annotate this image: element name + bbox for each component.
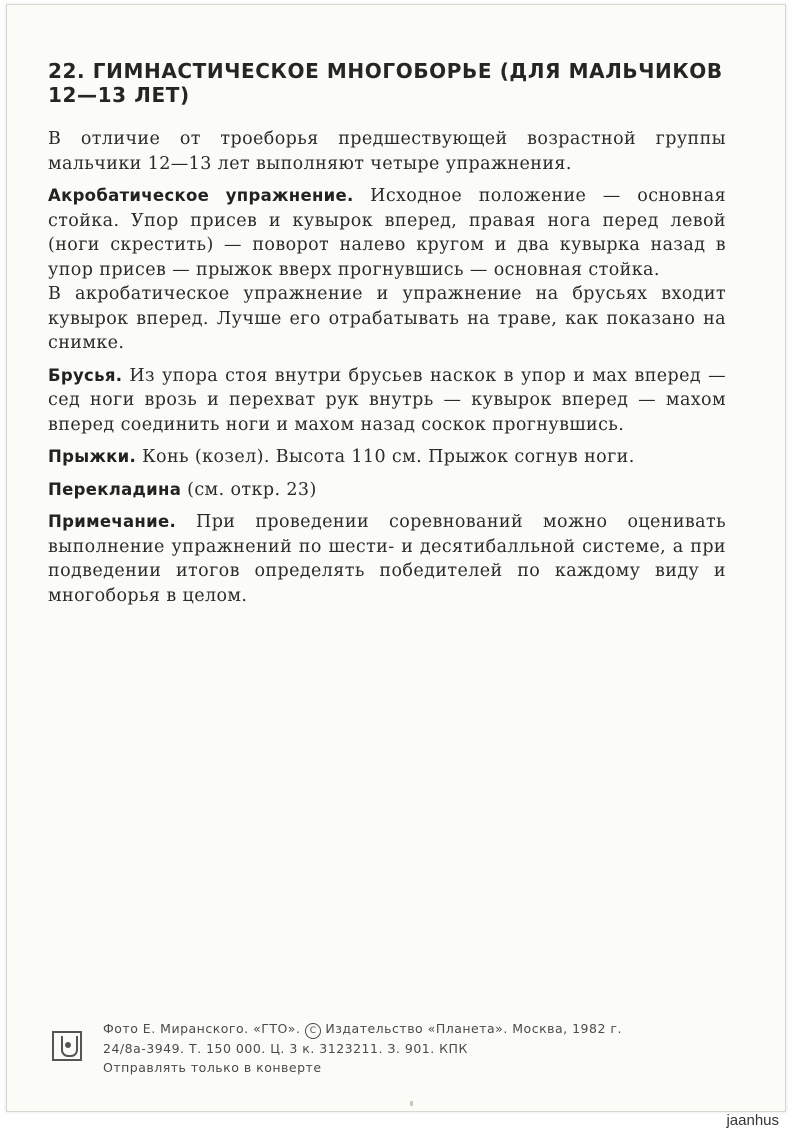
page-title <box>48 59 738 107</box>
acrobatics-text: Исходное положение — основная стойка. Упор присев и кувырок вперед, правая нога перед левой (ноги скрестить) — поворот налево кругом и два кувырка назад в упор присев — прыжок вверх прогнувшись — основная стойка. <box>48 186 727 280</box>
copyright-icon: C <box>305 1023 321 1039</box>
acrobatics-paragraph <box>48 184 726 282</box>
photo-credit: Фото Е. Миранского. «ГТО». <box>103 1021 301 1036</box>
high-bar-text: (см. откр. 23) <box>187 479 317 500</box>
imprint-lines <box>103 1019 622 1077</box>
publisher-info: Издательство «Планета». Москва, 1982 г. <box>325 1021 622 1036</box>
note-term: Примечание. <box>48 512 177 531</box>
site-watermark: jaanhus <box>726 1112 779 1129</box>
bars-term: Брусья. <box>48 365 123 385</box>
acrobatics-note-text: В акробатическое упражнение и упражнение на брусьях входит кувырок вперед. Лучше его отрабатывать на траве, как показано на снимке. <box>48 284 726 353</box>
jumps-text: Конь (козел). Высота 110 см. Прыжок согнув ноги. <box>142 447 635 467</box>
high-bar-term: Перекладина <box>48 479 182 499</box>
intro-paragraph <box>48 127 726 176</box>
publisher-footer <box>52 1013 752 1083</box>
jumps-term: Прыжки. <box>48 447 137 466</box>
bars-paragraph <box>48 364 726 438</box>
publisher-logo-icon <box>52 1031 82 1061</box>
title-line-1: 22. ГИМНАСТИЧЕСКОЕ МНОГОБОРЬЕ (ДЛЯ МАЛЬЧИКОВ <box>48 59 723 83</box>
acrobatics-note-paragraph <box>48 282 726 356</box>
high-bar-paragraph <box>48 478 726 503</box>
note-paragraph <box>48 510 726 608</box>
postcard-back <box>6 4 786 1112</box>
article-body <box>48 127 726 616</box>
acrobatics-term: Акробатическое упражнение. <box>48 186 354 205</box>
note-text: При проведении соревнований можно оценивать выполнение упражнений по шести- и десятибалльной системе, а при подведении итогов определять победителей по каждому виду и многоборья в целом. <box>48 512 727 606</box>
bars-text: Из упора стоя внутри брусьев наскок в упор и мах вперед — сед ноги врозь и перехват рук внутрь — кувырок вперед — махом вперед соединить ноги и махом назад соскок прогнувшись. <box>48 365 726 435</box>
imprint-line-3: Отправлять только в конверте <box>103 1060 322 1075</box>
intro-text: В отличие от троеборья предшествующей возрастной группы мальчики 12—13 лет выполняют четыре упражнения. <box>48 129 726 174</box>
title-line-2: 12—13 ЛЕТ) <box>48 83 190 107</box>
paper-speck <box>410 1101 413 1106</box>
imprint-line-2: 24/8а-3949. Т. 150 000. Ц. 3 к. 3123211. З. 901. КПК <box>103 1041 468 1056</box>
jumps-paragraph <box>48 445 726 470</box>
imprint-line-1 <box>103 1019 622 1039</box>
